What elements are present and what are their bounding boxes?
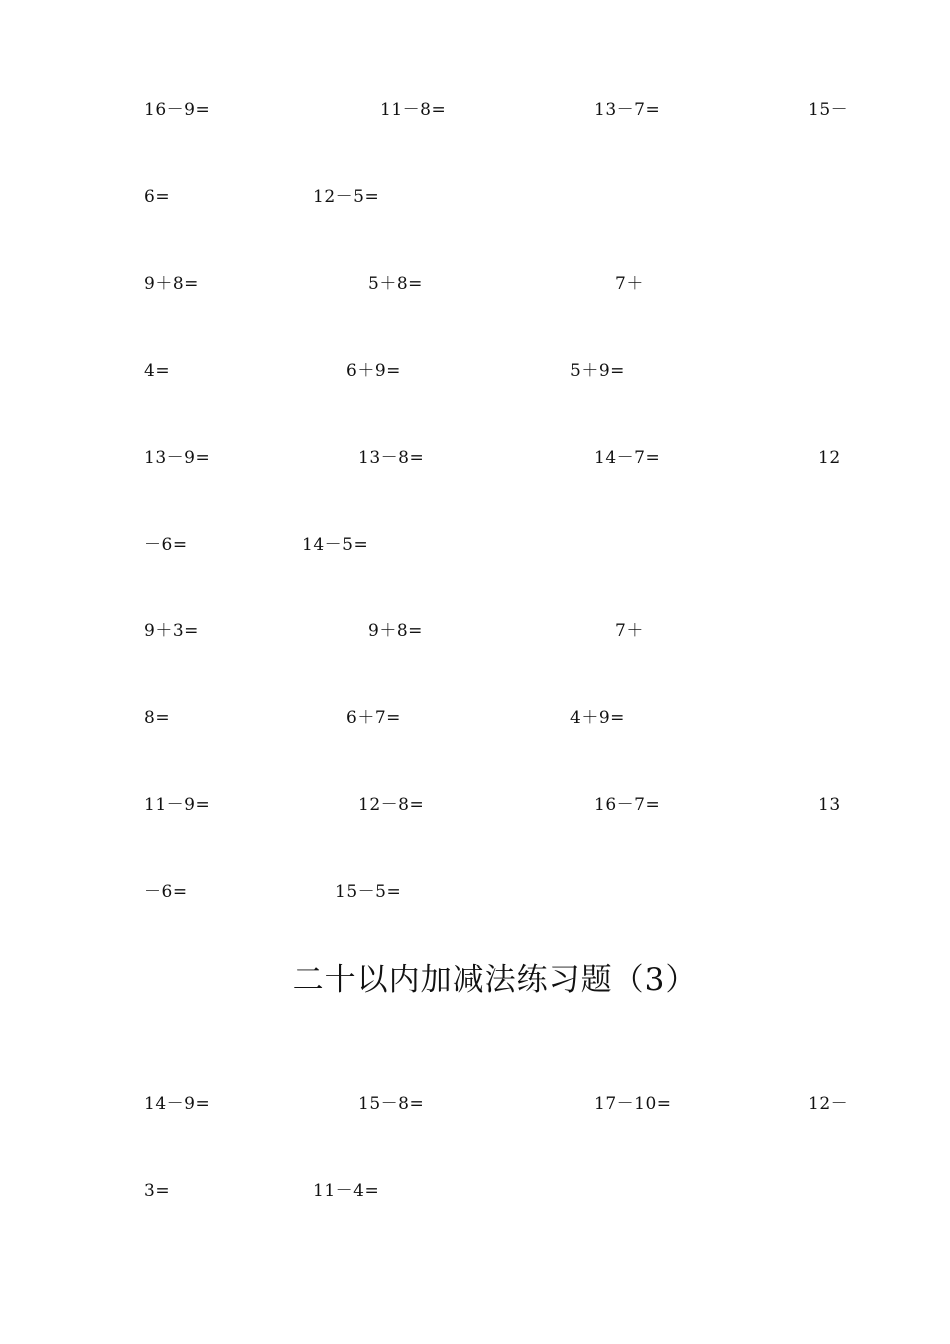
problem: 8= xyxy=(144,708,171,728)
problem: 7＋ xyxy=(615,274,644,294)
problem: 14－5= xyxy=(302,535,369,555)
problem: 12 xyxy=(818,448,841,468)
problem: 15－ xyxy=(808,100,849,120)
problem: 6＋7= xyxy=(346,708,401,728)
problem-line xyxy=(0,98,950,122)
problem-line xyxy=(0,706,950,730)
problem: 11－8= xyxy=(380,100,447,120)
problem: 5＋9= xyxy=(570,361,625,381)
problem: 7＋ xyxy=(615,621,644,641)
problem-line xyxy=(0,533,950,557)
problem: 5＋8= xyxy=(368,274,423,294)
problem: 12－ xyxy=(808,1094,849,1114)
problem: 9＋8= xyxy=(368,621,423,641)
problem: 16－9= xyxy=(144,100,211,120)
problem: 13－7= xyxy=(594,100,661,120)
problem: 13－9= xyxy=(144,448,211,468)
worksheet-title: 二十以内加减法练习题（3） xyxy=(292,962,698,998)
problem: 3= xyxy=(144,1181,171,1201)
problem: 9＋8= xyxy=(144,274,199,294)
problem: －6= xyxy=(144,535,188,555)
problem: 14－7= xyxy=(594,448,661,468)
problem: 6= xyxy=(144,187,171,207)
problem-line xyxy=(0,793,950,817)
problem: 14－9= xyxy=(144,1094,211,1114)
problem: 15－5= xyxy=(335,882,402,902)
problem-line xyxy=(0,185,950,209)
problem-line xyxy=(0,1092,950,1116)
problem-line xyxy=(0,359,950,383)
problem: 15－8= xyxy=(358,1094,425,1114)
problem: 17－10= xyxy=(594,1094,672,1114)
problem: 11－9= xyxy=(144,795,211,815)
problem-line xyxy=(0,272,950,296)
problem: 13－8= xyxy=(358,448,425,468)
problem: 9＋3= xyxy=(144,621,199,641)
problem-line xyxy=(0,1179,950,1203)
problem-line xyxy=(0,619,950,643)
problem: 11－4= xyxy=(313,1181,380,1201)
problem: 4= xyxy=(144,361,171,381)
problem: 13 xyxy=(818,795,841,815)
problem: 12－8= xyxy=(358,795,425,815)
problem: 16－7= xyxy=(594,795,661,815)
problem: 12－5= xyxy=(313,187,380,207)
problem-line xyxy=(0,446,950,470)
problem: 4＋9= xyxy=(570,708,625,728)
problem-line xyxy=(0,880,950,904)
problem: －6= xyxy=(144,882,188,902)
problem: 6＋9= xyxy=(346,361,401,381)
